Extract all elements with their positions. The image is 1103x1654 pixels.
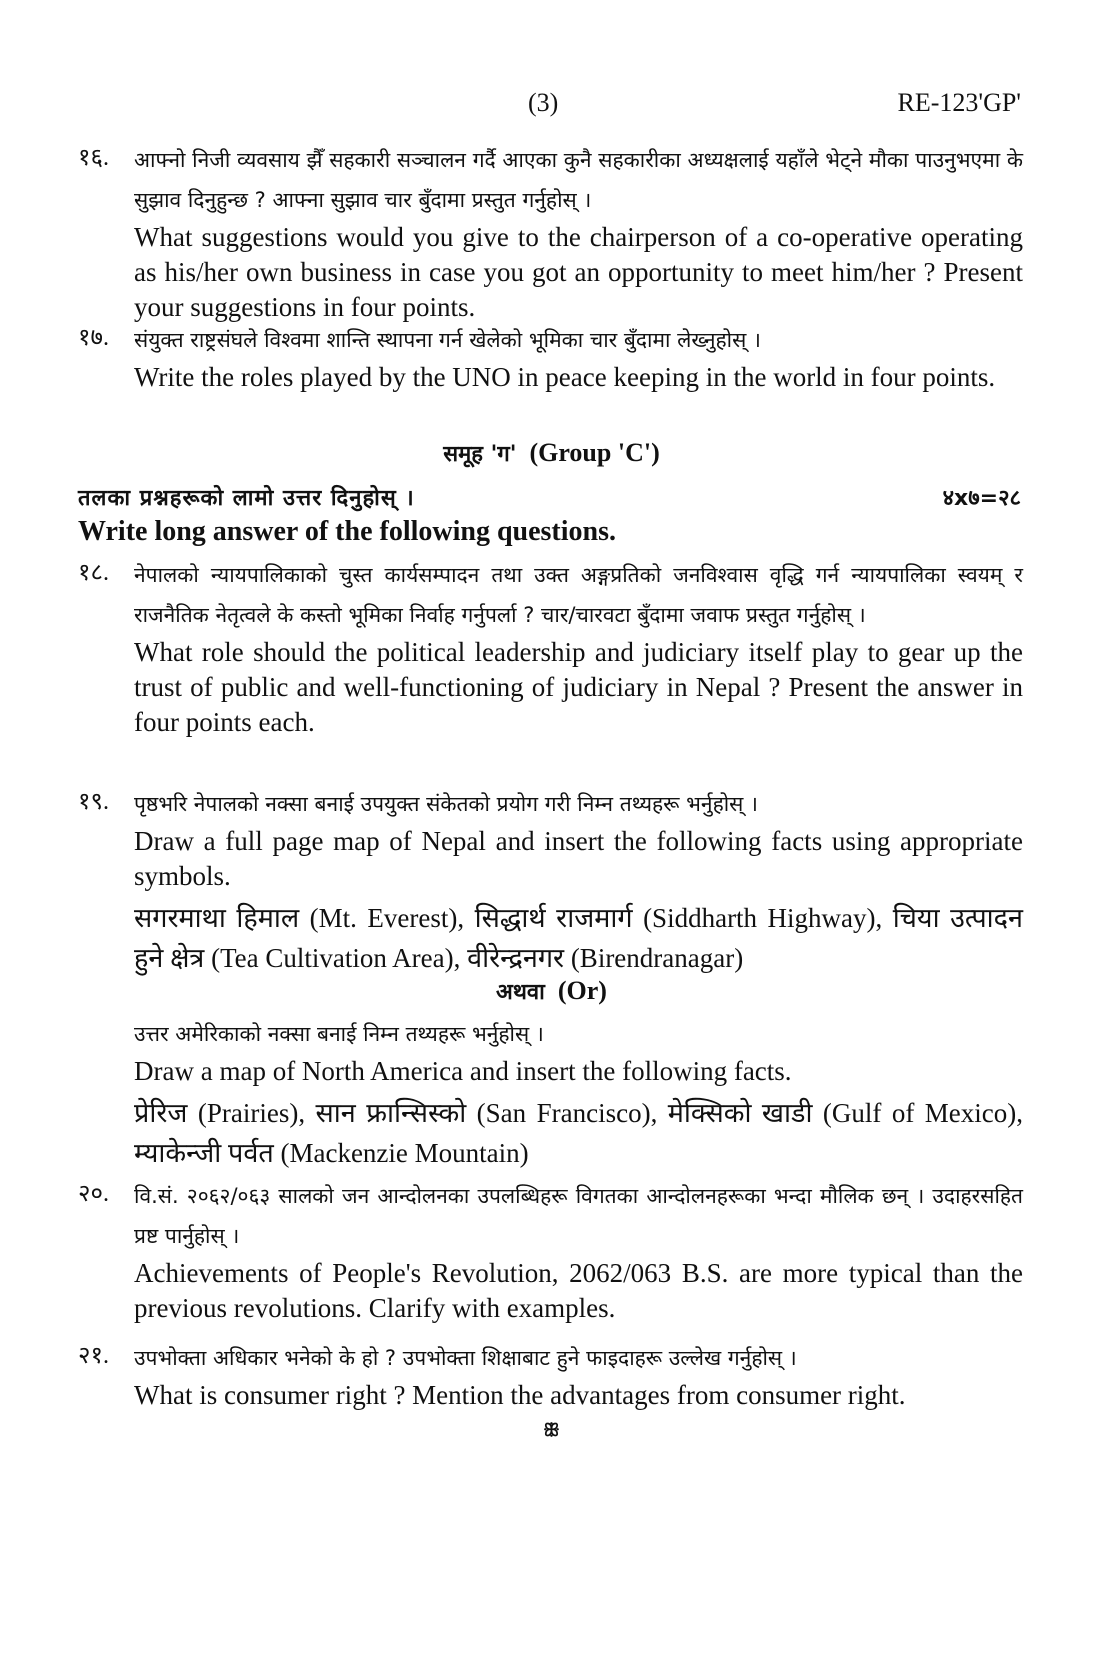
page-number: (3): [528, 88, 559, 117]
question-16: [78, 140, 1023, 325]
alternative-text-english: Draw a map of North America and insert the following facts.: [134, 1056, 792, 1086]
question-text-nepali: नेपालको न्यायपालिकाको चुस्त कार्यसम्पादन तथा उक्त अङ्गप्रतिको जनविश्वास वृद्धि गर्न न्यायपालिका स्वयम् र राजनैतिक नेतृत्वले के कस्तो भूमिका निर्वाह गर्नुपर्ला ? चार/चारवटा बुँदामा जवाफ प्रस्तुत गर्नुहोस् ।: [134, 563, 1023, 627]
question-text-nepali: आफ्नो निजी व्यवसाय झैँ सहकारी सञ्चालन गर्दै आएका कुनै सहकारीका अध्यक्षलाई यहाँले भेट्ने मौका पाउनुभएमा के सुझाव दिनुहुन्छ ? आफ्ना सुझाव चार बुँदामा प्रस्तुत गर्नुहोस् ।: [134, 148, 1023, 212]
question-number: १९.: [78, 789, 109, 815]
alternative-text-nepali: उत्तर अमेरिकाको नक्सा बनाई निम्न तथ्यहरू भर्नुहोस् ।: [134, 1022, 544, 1046]
question-text-english: What role should the political leadership and judiciary itself play to gear up the trust of public and well-functioning of judiciary in Nepal ? Present the answer in four points each.: [134, 637, 1023, 737]
question-19-alternative: [134, 1014, 1023, 1173]
group-heading-nepali: समूह 'ग': [443, 442, 517, 467]
page-header: [0, 88, 1103, 128]
alternative-map-facts: प्रेरिज (Prairies), सान फ्रान्सिस्को (San Francisco), मेक्सिको खाडी (Gulf of Mexico), म्याकेन्जी पर्वत (Mackenzie Mountain): [134, 1098, 1023, 1168]
group-heading-english: (Group 'C'): [529, 438, 660, 467]
question-number: १८.: [78, 560, 109, 586]
question-text-english: What is consumer right ? Mention the advantages from consumer right.: [134, 1380, 906, 1410]
marks-allocation: ४x७=२८: [942, 486, 1021, 511]
question-text-nepali: पृष्ठभरि नेपालको नक्सा बनाई उपयुक्त संकेतको प्रयोग गरी निम्न तथ्यहरू भर्नुहोस् ।: [134, 792, 759, 816]
question-text-english: Draw a full page map of Nepal and insert the following facts using appropriate symbols.: [134, 826, 1023, 891]
question-text-english: Write the roles played by the UNO in peace keeping in the world in four points.: [134, 362, 996, 392]
question-number: २०.: [78, 1181, 109, 1207]
question-17: [78, 320, 1023, 395]
footer-ornament: ꕥ: [543, 1420, 560, 1441]
or-heading: [0, 976, 1103, 1006]
question-number: १७.: [78, 325, 109, 351]
group-heading: [0, 438, 1103, 468]
question-19: [78, 784, 1023, 978]
question-text-english: Achievements of People's Revolution, 2062/063 B.S. are more typical than the previous revolutions. Clarify with examples.: [134, 1258, 1023, 1323]
question-text-english: What suggestions would you give to the chairperson of a co-operative operating as his/her own business in case you got an opportunity to meet him/her ? Present your suggestions in four points.: [134, 222, 1023, 322]
question-20: [78, 1176, 1023, 1326]
or-heading-nepali: अथवा: [496, 980, 545, 1005]
paper-code: RE-123'GP': [897, 88, 1021, 117]
question-text-nepali: उपभोक्ता अधिकार भनेको के हो ? उपभोक्ता शिक्षाबाट हुने फाइदाहरू उल्लेख गर्नुहोस् ।: [134, 1346, 797, 1370]
question-number: १६.: [78, 145, 109, 171]
question-number: २१.: [78, 1343, 109, 1369]
map-facts: सगरमाथा हिमाल (Mt. Everest), सिद्धार्थ राजमार्ग (Siddharth Highway), चिया उत्पादन हुने क्षेत्र (Tea Cultivation Area), वीरेन्द्रनगर (Birendranagar): [134, 903, 1023, 973]
question-21: [78, 1338, 1023, 1413]
question-18: [78, 555, 1023, 740]
or-heading-english: (Or): [557, 976, 607, 1005]
instruction-english: Write long answer of the following questions.: [78, 516, 616, 547]
question-text-nepali: संयुक्त राष्ट्रसंघले विश्वमा शान्ति स्थापना गर्न खेलेको भूमिका चार बुँदामा लेख्नुहोस् ।: [134, 328, 761, 352]
question-text-nepali: वि.सं. २०६२/०६३ सालको जन आन्दोलनका उपलब्धिहरू विगतका आन्दोलनहरूका भन्दा मौलिक छन् । उदाहरसहित प्रष्ट पार्नुहोस् ।: [134, 1184, 1023, 1248]
instruction-nepali: तलका प्रश्नहरूको लामो उत्तर दिनुहोस् ।: [78, 486, 415, 511]
